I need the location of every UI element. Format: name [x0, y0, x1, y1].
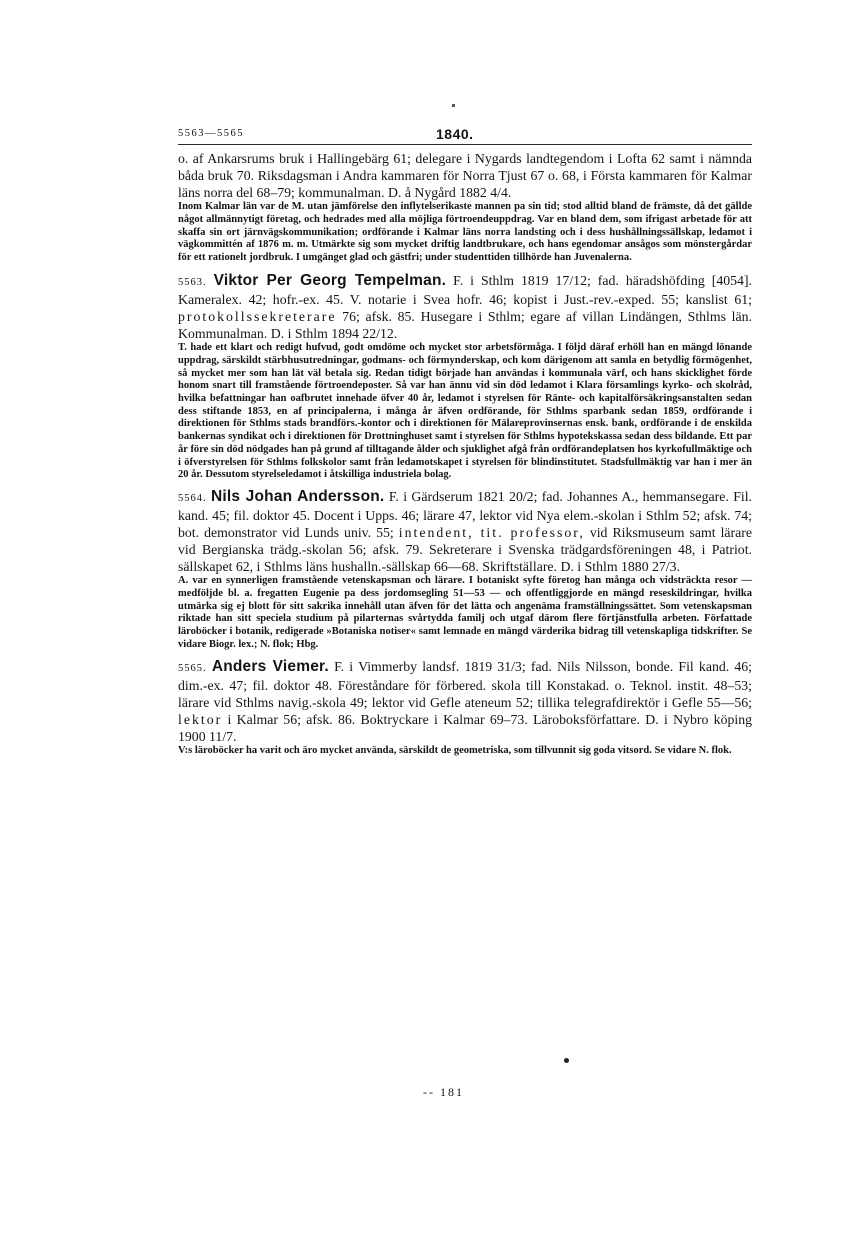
entry-5565: [178, 658, 752, 745]
entry-spaced-title: lektor: [178, 711, 223, 727]
entry-body: F. i Vimmerby landsf. 1819 31/3; fad. Nils Nilsson, bonde. Fil kand. 46; dim.-ex. 47; fil. doktor 48. Föreståndare för förbered. skola till Konstakad. o. Teknol. instit. 48–53; lärare vid Sthlms navig.-skola 49; lektor vid Gefle ateneum 52; tillika telegrafdirektör i Gefle 55—56;: [178, 658, 752, 710]
page-number: -- 181: [423, 1085, 464, 1099]
entry-name: Anders Viemer.: [211, 657, 329, 675]
print-speck: [452, 104, 455, 107]
entry-note: V:s läroböcker ha varit och äro mycket använda, särskildt de geometriska, som tillvunnit sig goda vitsord. Se vidare N. flok.: [178, 745, 732, 757]
entry-spaced-title: protokollssekreterare: [178, 308, 337, 324]
entry-note: T. hade ett klart och redigt hufvud, godt omdöme och mycket stor arbetsförmåga. I följd däraf erhöll han en mängd lönande uppdrag, särskildt stärbhusutredningar, godmans- och förmynderskap, och kom därigenom att samla en betydlig förmögenhet, så mycket mer som han lät väl betala sig. Redan tidigt började han användas i kommunala värf, och hans skicklighet förde honom snart till framstående förtroendeposter. Så var han ännu vid sin död ledamot i Klara församlings kyrko- och skolråd, hvilka befattningar han oafbrutet innehade öfver 40 år, ledamot i styrelsen för Ränte- och kapitalförsäkringsanstalten sedan dess stiftande 1853, en af principalerna, i många år äfven ordförande, för Sthlms sparbank sedan 1859, ordförande i direktionen för Sthlms stads brandförs.-kontor och i direktionen för Mälareprovinsernas ensk. bank, ordförande i de enskilda bankernas syndikat och i direktionen för Drottninghuset samt i styrelsen för Sthlms hypotekskassa sedan dess bildande. Ett par år före sin död nödgades han på grund af tilltagande ålder och sjuklighet afgå från ordförandeplatsen hos kyrkofullmäktige och i öfverstyrelsen för Sthlms folkskolor samt från ledamotskapet i styrelsen för blindinstitutet. Stadsfullmäktig var han i mer än 20 år. Dessutom styrelseledamot i åtskilliga industriela bolag.: [178, 342, 752, 481]
entry-body: F. i Sthlm 1819 17/12; fad. häradshöfding [4054]. Kameralex. 42; hofr.-ex. 45. V. notarie i Svea hofr. 46; kopist i Just.-rev.-exped. 55; kanslist 61;: [178, 272, 753, 307]
intro-entry-text: o. af Ankarsrums bruk i Hallingebärg 61; delegare i Nygards landtegendom i Lofta 62 samt i nämnda båda bruk 70. Riksdagsman i Andra kammaren för Norra Tjust 67 o. 68, i Första kammaren för Kalmar läns norra del 68–79; kommunalman. D. å Nygård 1882 4/4.: [178, 151, 752, 201]
intro-entry-note: Inom Kalmar län var de M. utan jämförelse den inflytelserikaste mannen pa sin tid; stod alltid bland de främste, då det gällde något allmännytigt företag, och hedrades med alla möjliga förtroendeuppdrag. Var en bland dem, som ifrigast arbetade för att skaffa sin ort järnvägskommunikation; ordförande i Kalmar läns norra landsting och i dess hushållningssällskap, ledamot i vägkommittén af 1876 m. m. Utmärkte sig som mycket driftig landtbrukare, och hans egendomar ansågos som mönstergårdar för ett rationelt jordbruk. I umgänget glad och gästfri; under studenttiden tillhörde han Juvenalerna.: [178, 201, 752, 264]
entry-spaced-title: intendent, tit. professor,: [398, 525, 585, 541]
entry-body: i Kalmar 56; afsk. 86. Boktryckare i Kalmar 69–73. Läroboksförfattare. D. i Nybro köping 1900 11/7.: [178, 711, 753, 744]
entry-5564: [178, 488, 752, 575]
text-column: [178, 150, 752, 758]
ink-dot: [564, 1058, 569, 1063]
entry-body: 76; afsk. 85. Husegare i Sthlm; egare af villan Lindängen, Sthlms län. Kommunalman. D. i Sthlm 1894 22/12.: [178, 308, 752, 342]
entry-number: 5564.: [178, 492, 207, 504]
entry-name: Nils Johan Andersson.: [211, 487, 385, 505]
entry-note: A. var en synnerligen framstående vetenskapsman och lärare. I botaniskt syfte företog han många och vidsträckta resor — medföljde bl. a. fregatten Eugenie pa dess jordomsegling 51—53 — och offentliggjorde en mängd reseskildringar, hvilka utmärka sig ej blott för sitt sakrika innehåll utan äfven för det lätta och angenäma framställningssättet. Som vetenskapsman riktade han sitt speciela studium på pilarternas svårtydda familj och utgaf därom flere förtjänstfulla arbeten. Författade läroböcker i botanik, redigerade »Botaniska notiser« samt lemnade en mängd värderika bidrag till vetenskapliga tidskrifter. Se vidare Biogr. lex.; N. flok; Hbg.: [178, 575, 752, 650]
entry-number: 5565.: [178, 662, 207, 674]
running-head: [178, 126, 752, 145]
entry-5563: [178, 272, 752, 342]
entry-number: 5563.: [178, 276, 207, 288]
entry-body: F. i Gärdserum 1821 20/2; fad. Johannes A., hemmansegare. Fil. kand. 45; fil. doktor 45. Docent i Upps. 46; lärare 47, lektor vid Nya elem.-skolan i Sthlm 52; afsk. 74; bot. demonstrator vid Lunds univ. 55;: [178, 488, 753, 541]
entry-range: 5563—5565: [178, 128, 244, 139]
entry-body: vid Riksmuseum samt lärare vid Bergianska trädg.-skolan 56; afsk. 79. Sekreterare i Svenska trädgardsföreningen 48, i Patriot. sällskapet 62, i Sthlms läns hushalln.-sällskap 66—68. Skriftställare. D. i Sthlm 1880 27/3.: [178, 525, 752, 575]
entry-name: Viktor Per Georg Tempelman.: [213, 271, 447, 289]
year-heading: 1840.: [436, 126, 474, 142]
